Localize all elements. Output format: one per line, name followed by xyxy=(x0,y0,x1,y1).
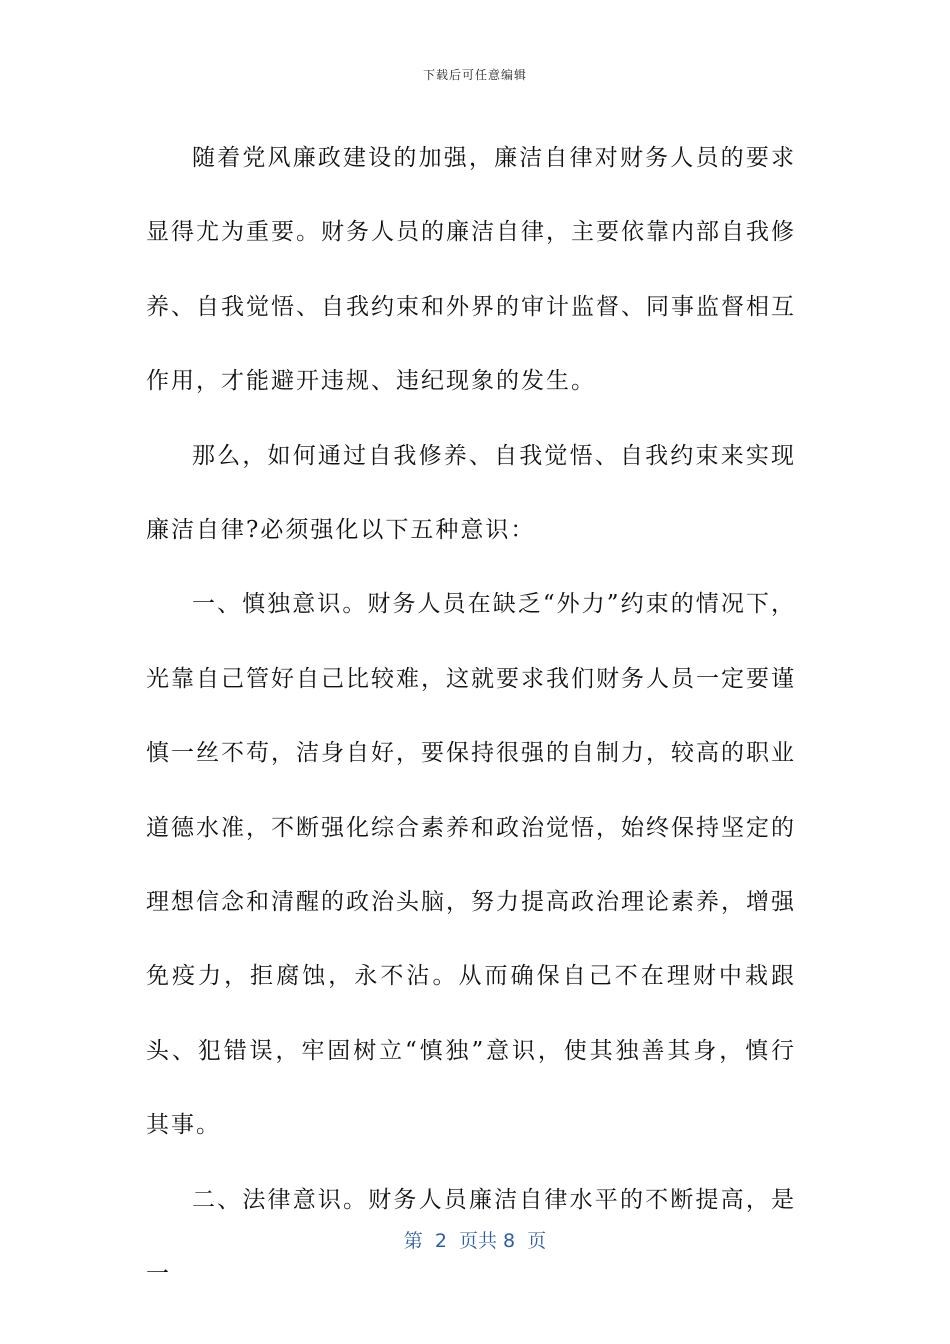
document-body xyxy=(146,121,796,1312)
paragraph-intro: 随着党风廉政建设的加强，廉洁自律对财务人员的要求显得尤为重要。财务人员的廉洁自律，主要依靠内部自我修养、自我觉悟、自我约束和外界的审计监督、同事监督相互作用，才能避开违规、违纪现象的发生。 xyxy=(146,145,796,395)
paragraph-point-one: 一、慎独意识。财务人员在缺乏“外力”约束的情况下，光靠自己管好自己比较难，这就要求我们财务人员一定要谨慎一丝不苟，洁身自好，要保持很强的自制力，较高的职业道德水准，不断强化综合素养和政治觉悟，始终保持坚定的理想信念和清醒的政治头脑，努力提高政治理论素养，增强免疫力，拒腐蚀，永不沾。从而确保自己不在理财中栽跟头、犯错误，牢固树立“慎独”意识，使其独善其身，慎行其事。 xyxy=(146,591,796,1139)
header-note: 下载后可任意编辑 xyxy=(422,68,527,82)
paragraph-question: 那么，如何通过自我修养、自我觉悟、自我约束来实现廉洁自律?必须强化以下五种意识： xyxy=(146,442,796,544)
paragraph-point-two: 二、法律意识。财务人员廉洁自律水平的不断提高，是一 xyxy=(146,1186,796,1288)
page-number-footer: 第 2 页共 8 页 xyxy=(403,1230,547,1252)
